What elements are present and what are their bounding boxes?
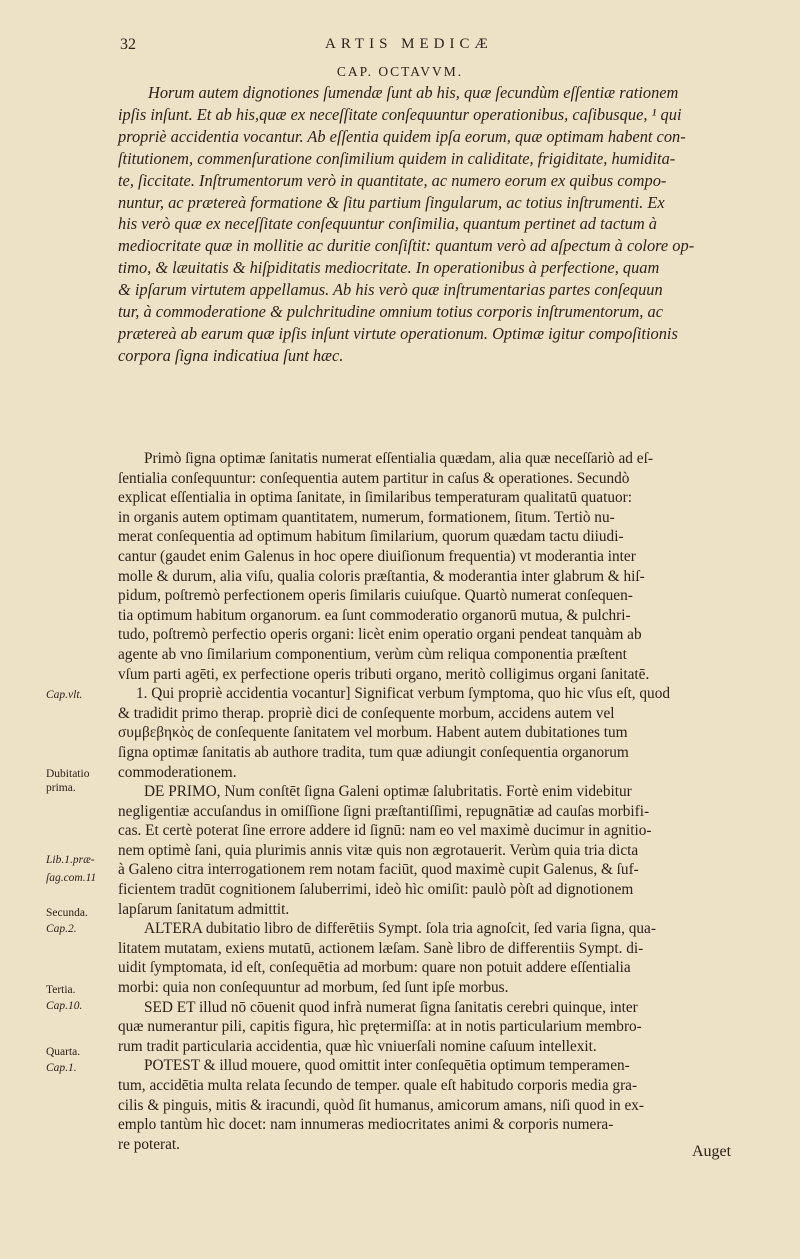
page-number: 32 (120, 36, 136, 53)
text-line: agente ab vno ſimilarium componentium, verùm cùm reliqua componentia præſtent (118, 645, 627, 663)
catchword: Auget (692, 1143, 732, 1160)
margin-note: Cap.10. (46, 1000, 83, 1012)
text-line: re poterat. (118, 1135, 181, 1153)
text-line: propriè accidentia vocantur. Ab eſſentia quidem ipſa eorum, quæ optimam habent con- (118, 126, 686, 146)
text-line: cas. Et certè poterat ſine errore addere id ſignū: nam eo vel maximè ducimur in agnitio- (118, 822, 652, 840)
text-line: uidit ſymptomata, id eſt, conſequētia ad morbum: quare non potuit addere eſſentialia (118, 959, 631, 977)
text-line: lapſarum ſanitatum admittit. (118, 900, 290, 918)
text-line: DE PRIMO, Num conſtēt ſigna Galeni optimæ ſalubritatis. Fortè enim videbitur (144, 783, 632, 801)
text-line: ficientem tradūt cognitionem ſaluberrimi, ideò hìc omiſit: paulò pòſt ad dignotionem (118, 881, 634, 899)
text-line: vſum parti agēti, ex perfectione operis tributi organo, meritò colligimus organi ſanitatē. (118, 665, 650, 683)
margin-note: Secunda. (46, 907, 88, 919)
margin-note: Dubitatio prima. (46, 768, 90, 794)
galen-text-italic (118, 82, 790, 367)
margin-note: Quarta. (46, 1046, 81, 1058)
margin-note: ſag.com.11 (46, 872, 97, 884)
text-line: pidum, poſtremò perfectionem operis ſimilaris cuiuſque. Quartò numerat conſequen- (118, 587, 633, 605)
text-line: merat conſequentia ad optimum habitum ſimilarium, quorum quædam tactu diiudi- (118, 528, 624, 546)
margin-note: Cap.2. (46, 923, 77, 935)
text-line: his verò quæ ex neceſſitate conſequuntur conſimilia, quantum pertinet ad tactum à (118, 214, 657, 234)
text-line: emplo tantùm hìc docet: nam innumeras mediocritates animi & corporis numera- (118, 1116, 614, 1134)
text-line: commoderationem. (118, 763, 237, 781)
text-line: tudo, poſtremò perfectio operis organi: licèt enim operatio organi pendeat tanquàm ab (118, 626, 642, 644)
text-line: POTEST & illud mouere, quod omittit inter conſequētia optimum temperamen- (144, 1057, 630, 1075)
text-line: ALTERA dubitatio libro de differētiis Sympt. ſola tria agnoſcit, ſed varia ſigna, qua- (144, 920, 656, 938)
text-line: Horum autem dignotiones ſumendæ ſunt ab his, quæ ſecundùm eſſentiæ rationem (148, 83, 679, 102)
margin-note: Cap.1. (46, 1062, 77, 1074)
text-line: prætereà ab earum quæ ipſis inſunt virtute operationum. Optimæ igitur compoſitionis (118, 323, 678, 343)
text-line: ipſis inſunt. Et ab his,quæ ex neceſſitate conſequuntur operationibus, caſibusque, ¹ qui (118, 104, 682, 124)
text-line: 1. Qui propriè accidentia vocantur] Significat verbum ſymptoma, quo hic vſus eſt, quod (136, 685, 670, 703)
text-line: cantur (gaudet enim Galenus in hoc opere diuiſionum frequentia) vt moderantia inter (118, 547, 636, 565)
text-line: cilis & pinguis, mitis & iracundi, quòd ſit humanus, amicorum amans, niſi quod in ex- (118, 1096, 644, 1114)
text-line: morbi: quia non conſequuntur ad morbum, ſed ſunt ipſe morbus. (118, 979, 509, 997)
text-line: corpora ſigna indicatiua ſunt hæc. (118, 345, 344, 365)
text-line: negligentiæ accuſandus in omiſſione ſigni præſtantiſſimi, repugnātiæ ad cauſas morbifi- (118, 802, 650, 820)
text-line: ſentialia conſequuntur: conſequentia autem partitur in caſus & operationes. Secundò (118, 469, 630, 487)
text-line: molle & durum, alia viſu, qualia coloris præſtantia, & moderantia inter glabrum & hiſ- (118, 567, 645, 585)
margin-note: Cap.vlt. (46, 689, 83, 701)
text-line: SED ET illud nō cōuenit quod infrà numerat ſigna ſanitatis cerebri quinque, inter (144, 998, 638, 1016)
text-line: litatem mutatam, exiens mutatū, actionem læſam. Sanè libro de differentiis Sympt. di- (118, 939, 644, 957)
text-line: ſtitutionem, commenſuratione conſimilium quidem in caliditate, frigiditate, humidita- (118, 148, 676, 168)
text-line: timo, & læuitatis & hiſpiditatis mediocritate. In operationibus à perfectione, quam (118, 258, 660, 278)
text-line: tum, accidētia multa relata ſecundo de temper. quale eſt habitudo corporis media gra- (118, 1077, 638, 1094)
text-line: nem optimè ſani, quia plurimis annis vitæ quis non ægrotauerit. Verùm quia tria dicta (118, 841, 639, 859)
text-line: in organis autem optimam quantitatem, numerum, formationem, ſitum. Tertiò nu- (118, 508, 615, 526)
text-line: ſigna optimæ ſanitatis ab authore tradita, tum quæ adiungit conſequentia organorum (118, 743, 629, 761)
text-line: Primò ſigna optimæ ſanitatis numerat eſſentialia quædam, alia quæ neceſſariò ad eſ- (144, 450, 653, 467)
text-line: te, ſiccitate. Inſtrumentorum verò in quantitate, ac numero eorum ex quibus compo- (118, 170, 667, 190)
commentary-text (118, 449, 796, 1154)
margin-note: Tertia. (46, 984, 76, 996)
page-header (0, 34, 800, 58)
margin-note: Lib.1.præ- (46, 854, 95, 866)
text-line: à Galeno citra interrogationem rem notam faciūt, quod maximè cupit Galenus, & ſuf- (118, 861, 639, 879)
running-title: ARTIS MEDICÆ (325, 36, 493, 52)
text-line: quæ numerantur pili, capitis figura, hìc prętermiſſa: at in notis particularium membro- (118, 1018, 642, 1036)
text-line: mediocritate quæ in mollitie ac duritie conſiſtit: quantum verò ad aſpectum à colore op- (118, 236, 695, 256)
text-line: & ipſarum virtutem appellamus. Ab his verò quæ inſtrumentarias partes conſequun (118, 280, 663, 300)
text-line: & tradidit primo therap. propriè dici de conſequente morbum, accidens autem vel (118, 704, 615, 722)
text-line: tia optimum habitum organorum. ea ſunt commoderatio organorū mutua, & pulchri- (118, 606, 631, 624)
text-line: nuntur, ac prætereà formatione & ſitu partium ſingularum, ac totius inſtrumenti. Ex (118, 192, 665, 212)
chapter-heading: CAP. OCTAVVM. (336, 64, 464, 79)
text-line: explicat eſſentialia in optima ſanitate, in ſimilaribus temperaturam qualitatū quatuor: (118, 489, 632, 507)
text-line: tur, à commoderatione & pulchritudine omnium totius corporis inſtrumentorum, ac (118, 302, 663, 322)
text-line: συμβεβηκὸς de conſequente ſanitatem vel morbum. Habent autem dubitationes tum (118, 724, 628, 742)
text-line: rum tradit particularia accidentia, quæ hìc vniuerſali nomine caſuum intellexit. (118, 1037, 597, 1055)
